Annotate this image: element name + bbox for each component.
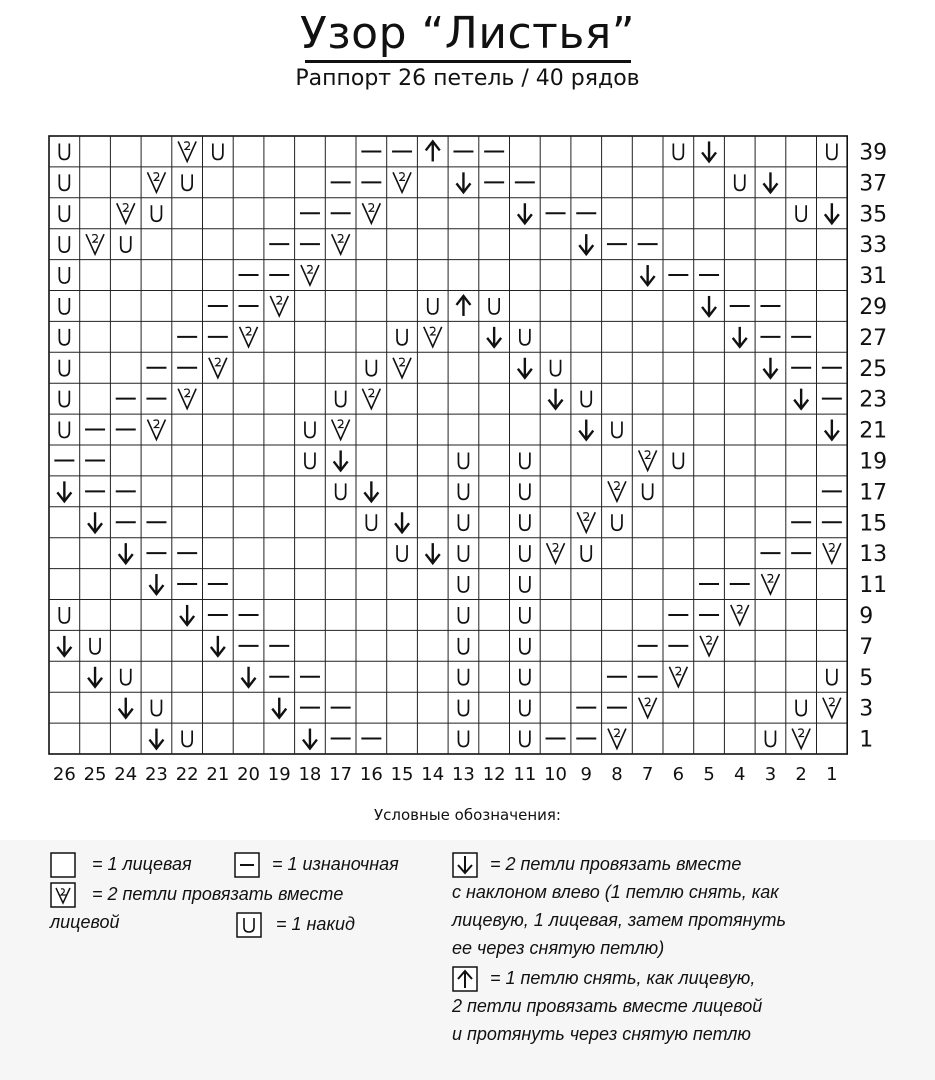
- row-number: 25: [859, 356, 888, 382]
- row-number: 1: [859, 727, 874, 753]
- column-number: 20: [237, 764, 261, 785]
- column-number: 22: [175, 764, 199, 785]
- row-number: 13: [859, 542, 888, 568]
- row-number: 29: [859, 294, 888, 320]
- legend-ssk-line2: с наклоном влево (1 петлю снять, как: [452, 882, 779, 902]
- row-number: 21: [859, 418, 888, 444]
- column-number: 26: [52, 764, 76, 785]
- legend-purl-label: = 1 изнаночная: [272, 854, 399, 874]
- legend-yo-label: = 1 накид: [276, 914, 355, 934]
- row-number: 7: [859, 634, 874, 660]
- column-number: 3: [764, 764, 777, 785]
- column-number: 14: [421, 764, 445, 785]
- column-number: 4: [734, 764, 746, 785]
- legend-sk2p-line2: 2 петли провязать вместе лицевой: [452, 996, 763, 1016]
- legend-knit-label: = 1 лицевая: [92, 854, 192, 874]
- column-number: 24: [114, 764, 138, 785]
- row-number: 27: [859, 325, 888, 351]
- column-number: 18: [298, 764, 322, 785]
- page-subtitle: Раппорт 26 петель / 40 рядов: [295, 66, 640, 91]
- sk2p-arrow-up-icon: [452, 966, 478, 992]
- row-number: 17: [859, 480, 888, 506]
- legend-ssk-line4: ее через снятую петлю): [452, 938, 665, 958]
- column-number: 2: [795, 764, 807, 785]
- column-number: 8: [611, 764, 623, 785]
- legend-ssk-line1: = 2 петли провязать вместе: [490, 854, 742, 874]
- column-number: 13: [451, 764, 475, 785]
- row-number: 15: [859, 511, 888, 537]
- row-number: 19: [859, 449, 888, 475]
- k2tog-icon: [50, 882, 76, 908]
- row-number: 35: [859, 202, 888, 228]
- legend-k2tog-line2: лицевой: [50, 912, 120, 932]
- purl-icon: [234, 852, 260, 878]
- legend-sk2p-line3: и протянуть через снятую петлю: [452, 1024, 751, 1044]
- column-number: 6: [672, 764, 685, 785]
- column-number: 7: [641, 764, 654, 785]
- k2tog-left-slant-icon: [452, 852, 478, 878]
- row-number: 37: [859, 171, 888, 197]
- column-number: 21: [206, 764, 230, 785]
- column-number: 9: [580, 764, 592, 785]
- legend-k2tog-line1: = 2 петли провязать вместе: [92, 884, 344, 904]
- page-title: Узор “Листья”: [299, 8, 636, 59]
- row-number: 39: [859, 140, 888, 166]
- row-number: 11: [859, 573, 888, 599]
- row-number: 23: [859, 387, 888, 413]
- row-number: 33: [859, 233, 888, 259]
- row-number: 3: [859, 696, 874, 722]
- column-number: 16: [359, 764, 383, 785]
- yarn-over-icon: [236, 912, 262, 938]
- column-number: 10: [544, 764, 568, 785]
- column-number: 17: [329, 764, 353, 785]
- column-number: 12: [482, 764, 506, 785]
- row-number: 5: [859, 665, 874, 691]
- legend-heading: Условные обозначения:: [374, 806, 561, 824]
- column-number: 15: [390, 764, 414, 785]
- column-number: 23: [144, 764, 168, 785]
- column-number: 5: [703, 764, 715, 785]
- column-number: 11: [513, 764, 537, 785]
- column-number: 25: [83, 764, 107, 785]
- row-number: 31: [859, 264, 888, 290]
- column-number: 1: [826, 764, 838, 785]
- row-number: 9: [859, 603, 874, 629]
- legend-ssk-line3: лицевую, 1 лицевая, затем протянуть: [452, 910, 786, 930]
- knit-icon: [50, 852, 76, 878]
- legend-sk2p-line1: = 1 петлю снять, как лицевую,: [490, 968, 756, 988]
- column-number: 19: [267, 764, 291, 785]
